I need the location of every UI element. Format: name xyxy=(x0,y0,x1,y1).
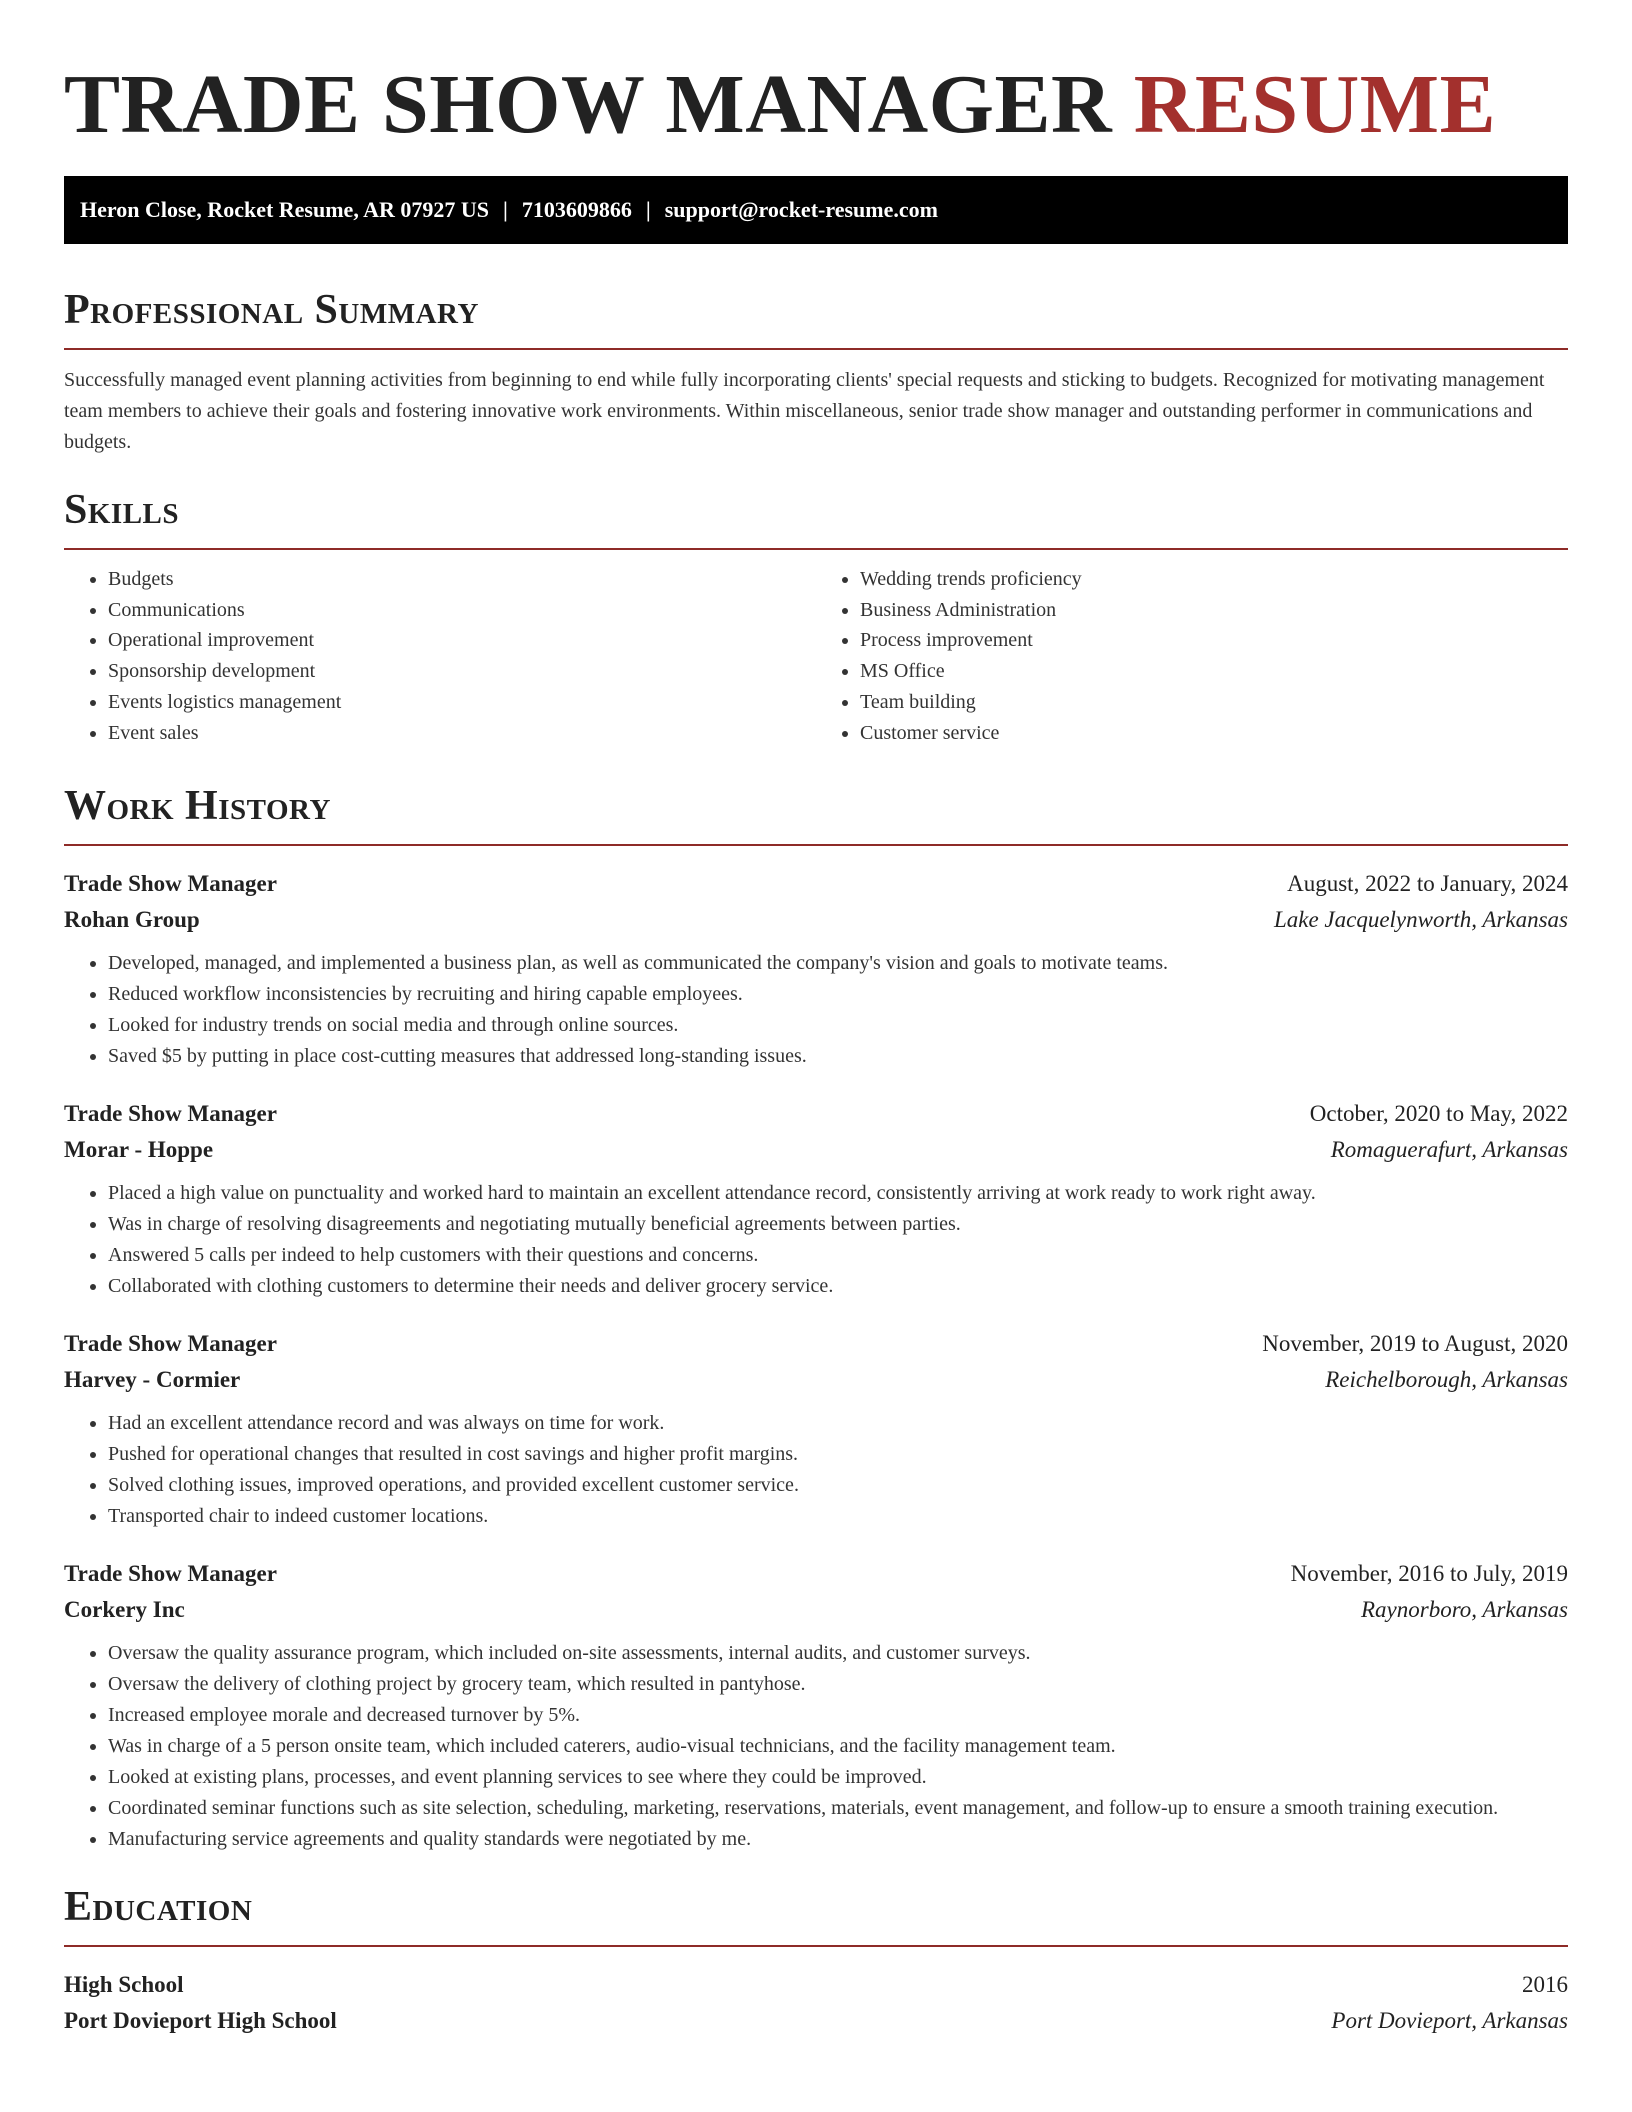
job-bullet: • Reduced workflow inconsistencies by recruiting and hiring capable employees. xyxy=(108,979,1568,1010)
skill-item: • Events logistics management xyxy=(108,687,816,718)
job-company: Rohan Group xyxy=(64,907,200,933)
job-company-row xyxy=(64,1362,1568,1398)
job-bullet: • Developed, managed, and implemented a business plan, as well as communicated the company's vision and goals to motivate teams. xyxy=(108,948,1568,979)
job-bullet: • Oversaw the quality assurance program, which included on-site assessments, internal audits, and customer surveys. xyxy=(108,1638,1568,1669)
job-bullet: • Looked at existing plans, processes, and event planning services to see where they could be improved. xyxy=(108,1762,1568,1793)
contact-address: Heron Close, Rocket Resume, AR 07927 US xyxy=(80,197,490,222)
work-history-heading: Work History xyxy=(64,782,1568,846)
skills-column-left xyxy=(64,564,816,748)
job-entry xyxy=(64,1556,1568,1855)
resume-title xyxy=(64,0,1568,154)
job-bullet: • Was in charge of resolving disagreements and negotiating mutually beneficial agreements between parties. xyxy=(108,1209,1568,1240)
contact-phone: 7103609866 xyxy=(521,197,632,222)
education-heading: Education xyxy=(64,1883,1568,1947)
job-dates: November, 2016 to July, 2019 xyxy=(1290,1561,1568,1587)
education-school-row xyxy=(64,2003,1568,2039)
skill-item: • Business Administration xyxy=(860,595,1568,626)
skills-column-right xyxy=(816,564,1568,748)
job-company-row xyxy=(64,1132,1568,1168)
job-bullet: • Looked for industry trends on social media and through online sources. xyxy=(108,1010,1568,1041)
skill-item: • Communications xyxy=(108,595,816,626)
job-bullet: • Answered 5 calls per indeed to help customers with their questions and concerns. xyxy=(108,1240,1568,1271)
job-entry xyxy=(64,866,1568,1072)
education-degree: High School xyxy=(64,1972,184,1998)
job-company: Harvey - Cormier xyxy=(64,1367,241,1393)
job-bullet: • Oversaw the delivery of clothing project by grocery team, which resulted in pantyhose. xyxy=(108,1669,1568,1700)
job-location: Lake Jacquelynworth, Arkansas xyxy=(1273,907,1568,933)
job-bullet: • Placed a high value on punctuality and worked hard to maintain an excellent attendance record, consistently arriving at work ready to work right away. xyxy=(108,1178,1568,1209)
job-bullet: • Coordinated seminar functions such as site selection, scheduling, marketing, reservations, materials, event management, and follow-up to ensure a smooth training execution. xyxy=(108,1793,1568,1824)
job-bullet: • Manufacturing service agreements and quality standards were negotiated by me. xyxy=(108,1824,1568,1855)
job-role: Trade Show Manager xyxy=(64,871,277,897)
job-role: Trade Show Manager xyxy=(64,1101,277,1127)
job-bullet: • Increased employee morale and decreased turnover by 5%. xyxy=(108,1700,1568,1731)
job-header-row xyxy=(64,1326,1568,1362)
education-entry xyxy=(64,1967,1568,2039)
job-header-row xyxy=(64,866,1568,902)
education-location: Port Dovieport, Arkansas xyxy=(1331,2008,1568,2034)
job-bullet: • Saved $5 by putting in place cost-cutting measures that addressed long-standing issues. xyxy=(108,1041,1568,1072)
skills-heading: Skills xyxy=(64,486,1568,550)
job-location: Reichelborough, Arkansas xyxy=(1325,1367,1568,1393)
job-bullet: • Had an excellent attendance record and was always on time for work. xyxy=(108,1408,1568,1439)
job-bullet: • Collaborated with clothing customers to determine their needs and deliver grocery service. xyxy=(108,1271,1568,1302)
resume-title-main: TRADE SHOW MANAGER xyxy=(64,58,1113,151)
skill-item: • Operational improvement xyxy=(108,625,816,656)
contact-bar xyxy=(64,176,1568,244)
job-bullet: • Solved clothing issues, improved operations, and provided excellent customer service. xyxy=(108,1470,1568,1501)
job-role: Trade Show Manager xyxy=(64,1561,277,1587)
contact-email: support@rocket-resume.com xyxy=(664,197,938,222)
job-bullet: • Was in charge of a 5 person onsite team, which included caterers, audio-visual technicians, and the facility management team. xyxy=(108,1731,1568,1762)
job-dates: November, 2019 to August, 2020 xyxy=(1262,1331,1568,1357)
job-bullets xyxy=(64,1638,1568,1855)
education-school: Port Dovieport High School xyxy=(64,2008,337,2034)
job-entry xyxy=(64,1096,1568,1302)
job-company: Corkery Inc xyxy=(64,1597,185,1623)
job-bullet: • Transported chair to indeed customer locations. xyxy=(108,1501,1568,1532)
job-bullets xyxy=(64,1178,1568,1302)
job-bullet: • Pushed for operational changes that resulted in cost savings and higher profit margins. xyxy=(108,1439,1568,1470)
skill-item: • Budgets xyxy=(108,564,816,595)
job-company-row xyxy=(64,902,1568,938)
job-dates: August, 2022 to January, 2024 xyxy=(1287,871,1568,897)
skill-item: • Process improvement xyxy=(860,625,1568,656)
job-dates: October, 2020 to May, 2022 xyxy=(1309,1101,1568,1127)
skill-item: • Customer service xyxy=(860,718,1568,749)
job-bullets xyxy=(64,948,1568,1072)
job-header-row xyxy=(64,1556,1568,1592)
job-location: Raynorboro, Arkansas xyxy=(1361,1597,1568,1623)
job-company: Morar - Hoppe xyxy=(64,1137,214,1163)
skill-item: • MS Office xyxy=(860,656,1568,687)
job-location: Romaguerafurt, Arkansas xyxy=(1330,1137,1568,1163)
resume-title-accent: RESUME xyxy=(1133,58,1497,151)
job-bullets xyxy=(64,1408,1568,1532)
job-entry xyxy=(64,1326,1568,1532)
contact-separator: | xyxy=(503,197,508,222)
skills-list xyxy=(64,564,1568,748)
job-header-row xyxy=(64,1096,1568,1132)
education-year: 2016 xyxy=(1522,1972,1568,1998)
skill-item: • Wedding trends proficiency xyxy=(860,564,1568,595)
contact-separator: | xyxy=(645,197,651,222)
skill-item: • Event sales xyxy=(108,718,816,749)
education-header-row xyxy=(64,1967,1568,2003)
skill-item: • Sponsorship development xyxy=(108,656,816,687)
summary-heading: Professional Summary xyxy=(64,286,1568,350)
job-role: Trade Show Manager xyxy=(64,1331,277,1357)
summary-text: Successfully managed event planning activities from beginning to end while fully incorporating clients' special requests and sticking to budgets. Recognized for motivating management team members to achieve their goals and fostering innovative work environments. Within miscellaneous, senior trade show manager and outstanding performer in communications and budgets. xyxy=(64,369,1545,453)
job-company-row xyxy=(64,1592,1568,1628)
skill-item: • Team building xyxy=(860,687,1568,718)
